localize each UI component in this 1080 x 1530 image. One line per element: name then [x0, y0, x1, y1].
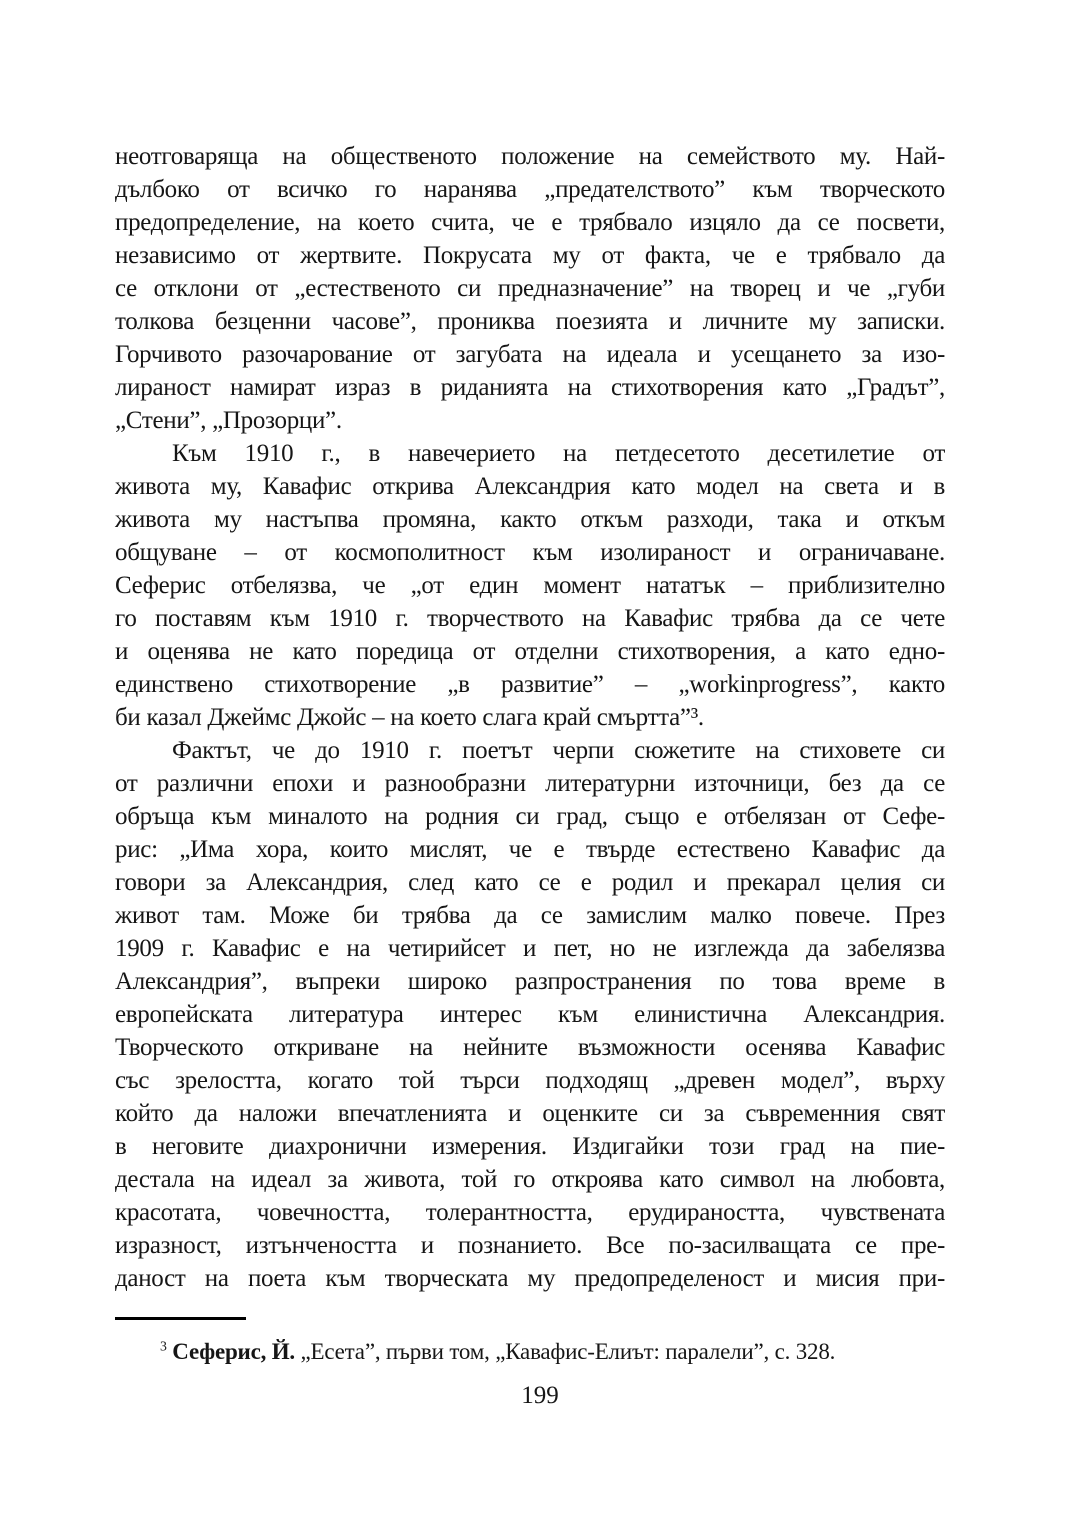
text-line: даност на поета към творческата му предопределеност и мисия при-: [115, 1265, 945, 1292]
text-line: се отклони от „естественото си предназначение” на творец и че „губи: [115, 275, 945, 302]
text-line: толкова безценни часове”, прониква поезията и личните му записки.: [115, 308, 945, 335]
text-line: Към 1910 г., в навечерието на петдесетото десетилетие от: [172, 440, 945, 467]
text-line: Горчивото разочарование от загубата на идеала и усещането за изо-: [115, 341, 945, 368]
paragraph: [115, 140, 945, 437]
text-line: неотговаряща на общественото положение на семейството му. Най-: [115, 143, 945, 170]
text-line: независимо от жертвите. Покрусата му от факта, че е трябвало да: [115, 242, 945, 269]
footnote-marker: 3: [160, 1338, 167, 1354]
text-line: Фактът, че до 1910 г. поетът черпи сюжетите на стиховете си: [172, 737, 945, 764]
text-line: общуване – от космополитност към изолираност и ограничаване.: [115, 539, 945, 566]
page-number: 199: [521, 1382, 559, 1409]
footnote-separator: [115, 1317, 246, 1320]
text-line: от различни епохи и разнообразни литературни източници, без да се: [115, 770, 945, 797]
footnote-text: „Есета”, първи том, „Кавафис-Елиът: паралели”, с. 328.: [294, 1339, 836, 1364]
text-line: който да наложи впечатленията и оценките си за съвременния свят: [115, 1100, 945, 1127]
text-line: говори за Александрия, след като се е родил и прекарал целия си: [115, 869, 945, 896]
text-line: рис: „Има хора, които мислят, че е твърде естествено Кавафис да: [115, 836, 945, 863]
paragraph: [115, 734, 945, 1295]
text-line: би казал Джеймс Джойс – на което слага край смъртта”³.: [115, 704, 704, 731]
text-line: дестала на идеал за живота, той го откроява като символ на любовта,: [115, 1166, 945, 1193]
text-line: изразност, изтънчеността и познанието. Все по-засилващата се пре-: [115, 1232, 945, 1259]
text-line: в неговите диахронични измерения. Издигайки този град на пие-: [115, 1133, 945, 1160]
text-line: европейската литература интерес към елинистична Александрия.: [115, 1001, 945, 1028]
text-line: предопределение, на което счита, че е трябвало изцяло да се посвети,: [115, 209, 945, 236]
page-body: [115, 140, 945, 1295]
footnote-author: Сеферис, Й.: [172, 1339, 295, 1364]
text-line: 1909 г. Кавафис е на четирийсет и пет, но не изглежда да забелязва: [115, 935, 945, 962]
text-line: живота му, Кавафис открива Александрия като модел на света и в: [115, 473, 945, 500]
paragraph: [115, 437, 945, 734]
footnote: [115, 1338, 945, 1366]
text-line: красотата, човечността, толерантността, ерудираността, чувствената: [115, 1199, 945, 1226]
text-line: единствено стихотворение „в развитие” – „workinprogress”, както: [115, 671, 945, 698]
text-line: обръща към миналото на родния си град, също е отбелязан от Сефе-: [115, 803, 945, 830]
text-line: го поставям към 1910 г. творчеството на Кавафис трябва да се чете: [115, 605, 945, 632]
text-line: и оценява не като поредица от отделни стихотворения, а като едно-: [115, 638, 945, 665]
text-line: със зрелостта, когато той търси подходящ „древен модел”, върху: [115, 1067, 945, 1094]
text-line: Творческото откриване на нейните възможности осенява Кавафис: [115, 1034, 945, 1061]
text-line: Сеферис отбелязва, че „от един момент нататък – приблизително: [115, 572, 945, 599]
text-line: живота му настъпва промяна, както откъм разходи, така и откъм: [115, 506, 945, 533]
text-line: живот там. Може би трябва да се замислим малко повече. През: [115, 902, 945, 929]
text-line: Александрия”, въпреки широко разпространения по това време в: [115, 968, 945, 995]
text-line: лираност намират израз в риданията на стихотворения като „Градът”,: [115, 374, 945, 401]
text-line: „Стени”, „Прозорци”.: [115, 407, 342, 434]
text-line: дълбоко от всичко го наранява „предателството” към творческото: [115, 176, 945, 203]
